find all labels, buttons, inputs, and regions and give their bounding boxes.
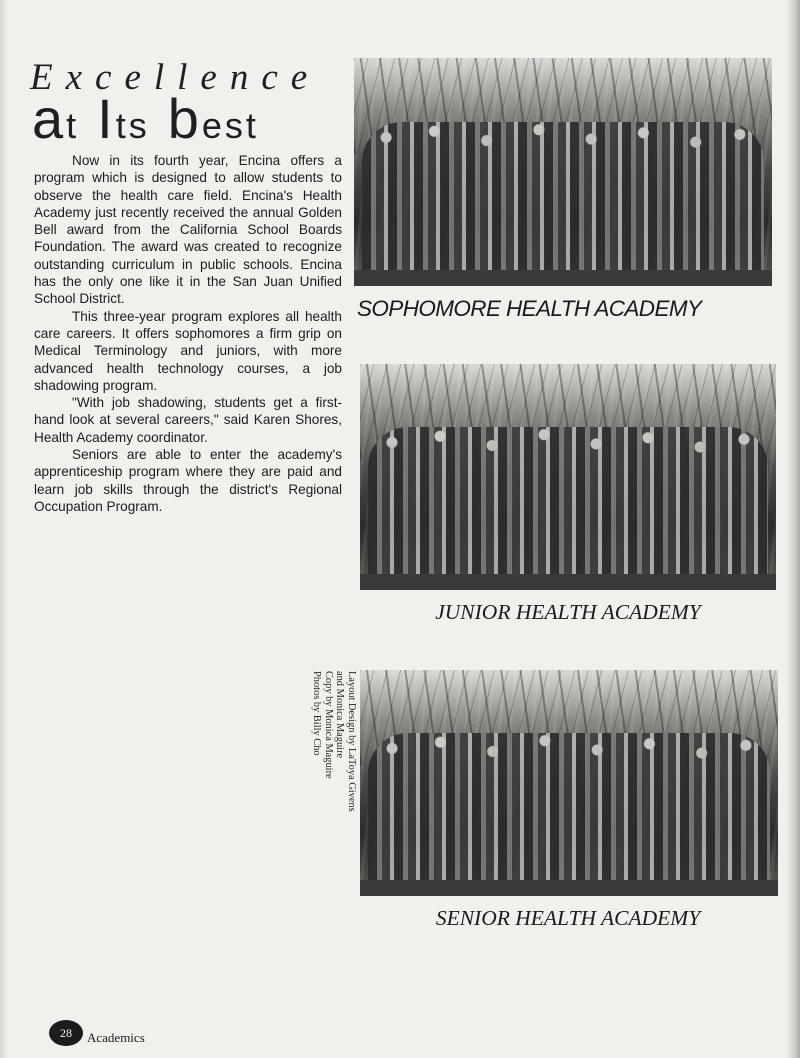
photo-ground	[360, 574, 776, 590]
headline-line-2	[32, 87, 352, 150]
headline-letter-i: I	[97, 87, 116, 150]
headline-letter-a: a	[32, 87, 67, 150]
headline-letters-ts: ts	[115, 105, 150, 146]
article-body	[34, 152, 342, 515]
sophomore-caption: SOPHOMORE HEALTH ACADEMY	[357, 296, 702, 321]
credit-line: and Monica Maguire	[334, 671, 346, 759]
junior-group-photo	[360, 364, 776, 590]
junior-caption: JUNIOR HEALTH ACADEMY	[435, 600, 701, 624]
article-paragraph: Seniors are able to enter the academy's apprenticeship program where they are paid and learn job skills through the district's Regional Occupation Program.	[34, 447, 342, 514]
credit-line: Copy by Monica Maguire	[323, 671, 334, 779]
photo-students	[368, 733, 769, 887]
article-paragraph: "With job shadowing, students get a first-hand look at several careers," said Karen Shores, Health Academy coordinator.	[34, 395, 342, 445]
headline-letters-est: est	[201, 105, 259, 146]
photo-ground	[354, 270, 772, 286]
senior-group-photo	[360, 670, 778, 896]
sophomore-group-photo	[354, 58, 772, 286]
page-number: 28	[49, 1020, 83, 1046]
photo-ground	[360, 880, 778, 896]
credit-line: Photos by Billy Cho	[311, 671, 323, 756]
section-label: Academics	[87, 1030, 145, 1045]
credit-line: Layout Design by LaToya Givens	[346, 671, 357, 812]
page-edge-right	[786, 0, 800, 1058]
headline-line-1: Excellence	[30, 57, 321, 98]
article-paragraph: This three-year program explores all health care careers. It offers sophomores a firm grip on Medical Terminology and juniors, with more advanced health technology courses, a job shadowing program.	[34, 308, 342, 393]
photo-students	[362, 122, 763, 277]
credits-block	[293, 671, 357, 827]
photo-students	[368, 427, 767, 581]
headline-letters-t: t	[66, 105, 80, 146]
senior-caption: SENIOR HEALTH ACADEMY	[435, 906, 701, 930]
headline-letter-b: b	[167, 87, 202, 150]
page-edge-left	[0, 0, 8, 1058]
article-paragraph: Now in its fourth year, Encina offers a program which is designed to allow students to observe the health care field. Encina's Health Academy just recently received the annual Golden Bell award from the California School Boards Foundation. The award was created to recognize outstanding curriculum in public schools. Encina has the only one like it in the San Juan Unified School District.	[34, 153, 342, 307]
